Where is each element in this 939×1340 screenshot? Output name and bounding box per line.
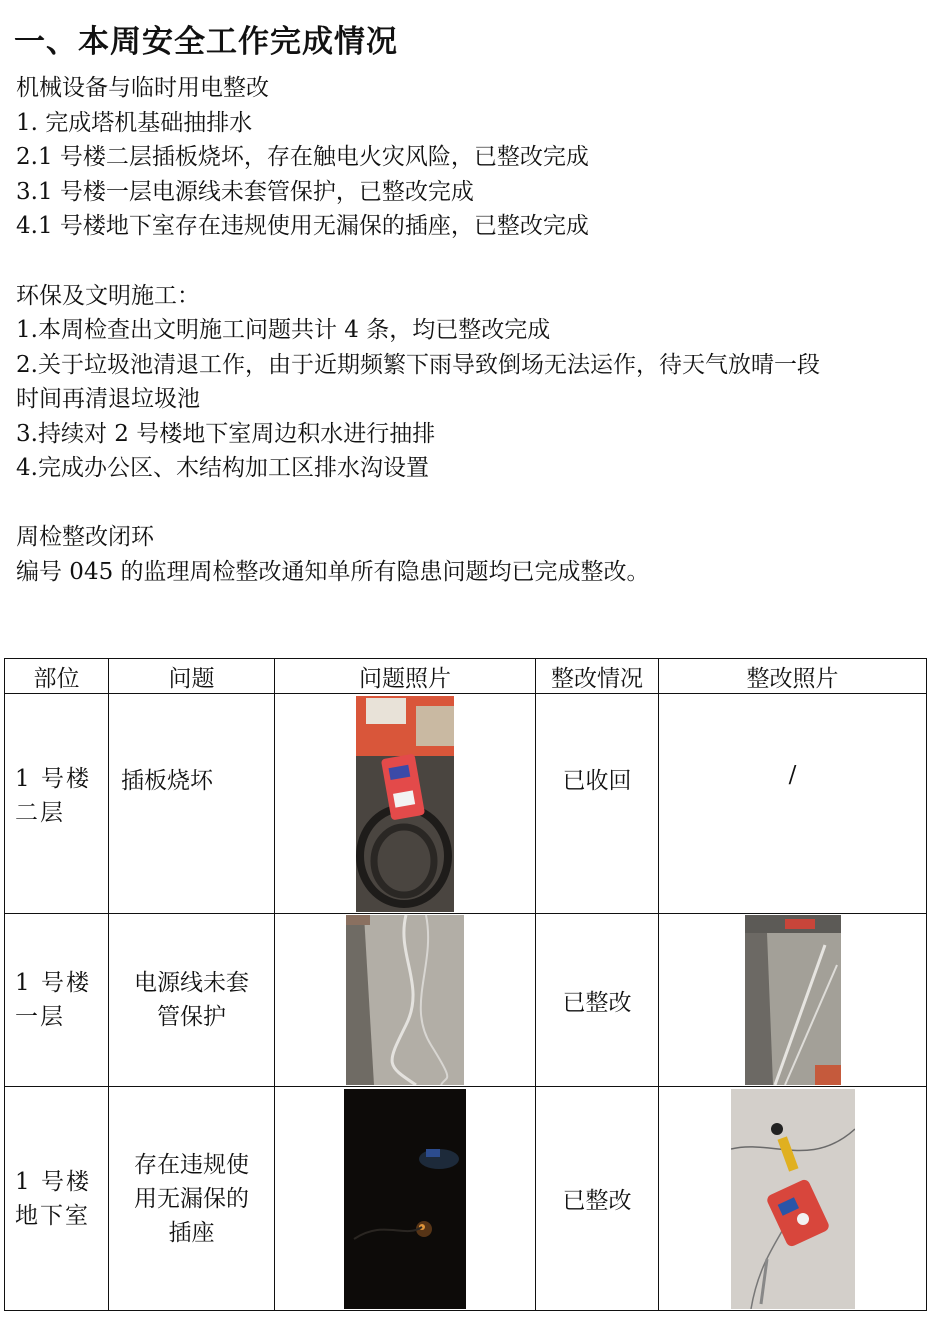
table-row — [5, 694, 927, 914]
rectification-table — [4, 658, 927, 1311]
location-cell — [5, 1087, 109, 1311]
issue-photo-cell — [275, 914, 536, 1087]
location-building: 1 号楼 — [15, 1168, 91, 1195]
fix-photo-cell — [659, 914, 927, 1087]
issue-photo — [344, 1089, 466, 1309]
section1-title: 机械设备与临时用电整改 — [16, 75, 269, 101]
section2-item-2: 2.关于垃圾池清退工作，由于近期频繁下雨导致倒场无法运作，待天气放晴一段 — [16, 352, 820, 378]
section2-item-2-cont: 时间再清退垃圾池 — [16, 386, 200, 412]
issue-photo-cell — [275, 694, 536, 914]
header-issue: 问题 — [109, 659, 275, 694]
issue-text-line: 电源线未套 — [134, 970, 249, 996]
unprotected-cable-photo — [346, 915, 464, 1085]
fix-photo-placeholder: / — [788, 762, 797, 788]
section1-item-3: 3.1 号楼一层电源线未套管保护，已整改完成 — [16, 179, 474, 205]
section1-item-4: 4.1 号楼地下室存在违规使用无漏保的插座，已整改完成 — [16, 213, 589, 239]
dark-basement-socket-photo — [344, 1089, 466, 1309]
burnt-power-strip-photo — [356, 696, 454, 912]
status-cell — [536, 1087, 659, 1311]
compliant-socket-photo — [731, 1089, 855, 1309]
issue-photo — [356, 696, 454, 912]
table-row — [5, 1087, 927, 1311]
status-cell — [536, 694, 659, 914]
page-heading: 一、本周安全工作完成情况 — [14, 24, 398, 60]
fix-photo-cell — [659, 694, 927, 914]
issue-cell — [109, 1087, 275, 1311]
issue-text-line: 存在违规使 — [134, 1151, 249, 1178]
status-cell — [536, 914, 659, 1087]
section3-item-1: 编号 045 的监理周检整改通知单所有隐患问题均已完成整改。 — [16, 559, 650, 585]
fix-photo-cell — [659, 1087, 927, 1311]
location-floor: 地下室 — [15, 1202, 90, 1229]
fix-photo — [745, 915, 841, 1085]
location-cell — [5, 694, 109, 914]
issue-text-line: 插座 — [168, 1219, 215, 1246]
table-header-row — [5, 659, 927, 694]
issue-text: 插板烧坏 — [121, 768, 213, 794]
status-text: 已收回 — [562, 768, 632, 794]
table-row — [5, 914, 927, 1087]
section2-title: 环保及文明施工： — [16, 283, 200, 309]
issue-text-line: 管保护 — [157, 1004, 226, 1030]
section2-item-3: 3.持续对 2 号楼地下室周边积水进行抽排 — [16, 421, 436, 447]
location-building: 1 号楼 — [15, 970, 91, 996]
issue-photo-cell — [275, 1087, 536, 1311]
header-status: 整改情况 — [536, 659, 659, 694]
header-fix-photo: 整改照片 — [659, 659, 927, 694]
status-text: 已整改 — [562, 1188, 632, 1214]
header-issue-photo: 问题照片 — [275, 659, 536, 694]
location-floor: 一层 — [15, 1004, 65, 1030]
location-floor: 二层 — [15, 800, 65, 826]
section1-item-1: 1. 完成塔机基础抽排水 — [16, 110, 253, 136]
section2-item-1: 1.本周检查出文明施工问题共计 4 条，均已整改完成 — [16, 317, 551, 343]
section1-item-2: 2.1 号楼二层插板烧坏，存在触电火灾风险，已整改完成 — [16, 144, 589, 170]
location-building: 1 号楼 — [15, 766, 91, 792]
section3-title: 周检整改闭环 — [16, 524, 154, 550]
issue-text-line: 用无漏保的 — [134, 1185, 249, 1212]
status-text: 已整改 — [562, 989, 632, 1016]
issue-cell — [109, 914, 275, 1087]
header-location: 部位 — [5, 659, 109, 694]
cable-sleeved-photo — [745, 915, 841, 1085]
fix-photo — [731, 1089, 855, 1309]
section2-item-4: 4.完成办公区、木结构加工区排水沟设置 — [16, 455, 429, 481]
issue-cell — [109, 694, 275, 914]
location-cell — [5, 914, 109, 1087]
issue-photo — [346, 915, 464, 1085]
